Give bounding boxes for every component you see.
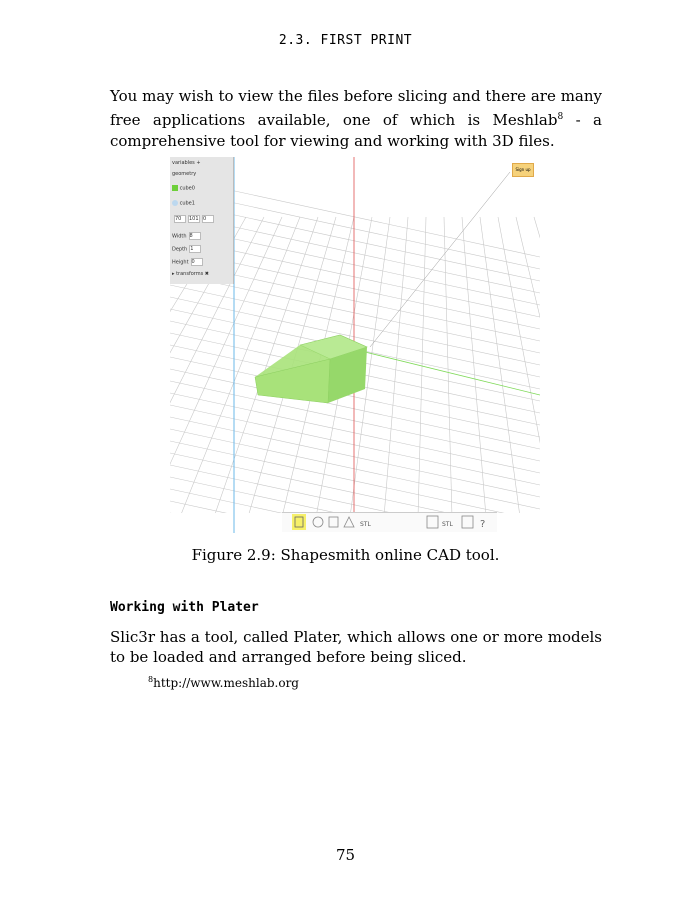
save-icon[interactable] [427, 516, 438, 528]
footnote: $^8$http://www.meshlab.org [148, 675, 299, 690]
stl-import-icon[interactable]: STL [360, 521, 371, 528]
width-field[interactable]: Width 8 [172, 232, 201, 240]
depth-field[interactable]: Depth 1 [172, 245, 201, 253]
cube-icon [172, 185, 178, 191]
running-header: 2.3. FIRST PRINT [278, 33, 413, 48]
bottom-toolbar [282, 512, 497, 532]
green-cube[interactable] [255, 335, 367, 403]
section-heading: Working with Plater [110, 600, 259, 615]
transforms-toggle[interactable]: ▸ transforms ✖ [172, 271, 209, 277]
plater-paragraph: Slic3r has a tool, called Plater, which allows one or more models to be loaded and arranged before being sliced. [110, 628, 602, 666]
geometry-label: geometry [172, 171, 197, 177]
height-field[interactable]: Height 0 [172, 258, 203, 266]
properties-panel [170, 157, 234, 284]
cylinder-tool-icon[interactable] [329, 517, 338, 527]
sub-item[interactable]: cube1 [172, 200, 195, 207]
signup-button[interactable]: Sign up [512, 163, 534, 177]
stl-export-icon[interactable]: STL [442, 521, 453, 528]
help-icon[interactable]: ? [480, 519, 486, 530]
select-tool-icon[interactable] [292, 514, 306, 530]
intro-paragraph: You may wish to view the files before slicing and there are many free applications available, one of which is Meshlab$^8$ - a comprehensive tool for viewing and working with 3D files. [110, 87, 602, 150]
variables-label[interactable]: variables + [172, 160, 201, 166]
x-axis-line [365, 352, 540, 395]
page-number: 75 [335, 846, 356, 864]
sphere-icon [172, 200, 178, 206]
xyz-fields[interactable]: 70 101 0 [172, 215, 214, 223]
cone-tool-icon[interactable] [344, 517, 354, 527]
sphere-tool-icon[interactable] [313, 517, 323, 527]
grid-icon[interactable] [462, 516, 473, 528]
footnote-link[interactable]: http://www.meshlab.org [153, 676, 299, 690]
cube-item[interactable]: cube0 [172, 185, 195, 192]
footnote-mark: 8 [557, 112, 564, 122]
cad-screenshot-figure [170, 157, 540, 533]
figure-caption: Figure 2.9: Shapesmith online CAD tool. [191, 546, 500, 564]
